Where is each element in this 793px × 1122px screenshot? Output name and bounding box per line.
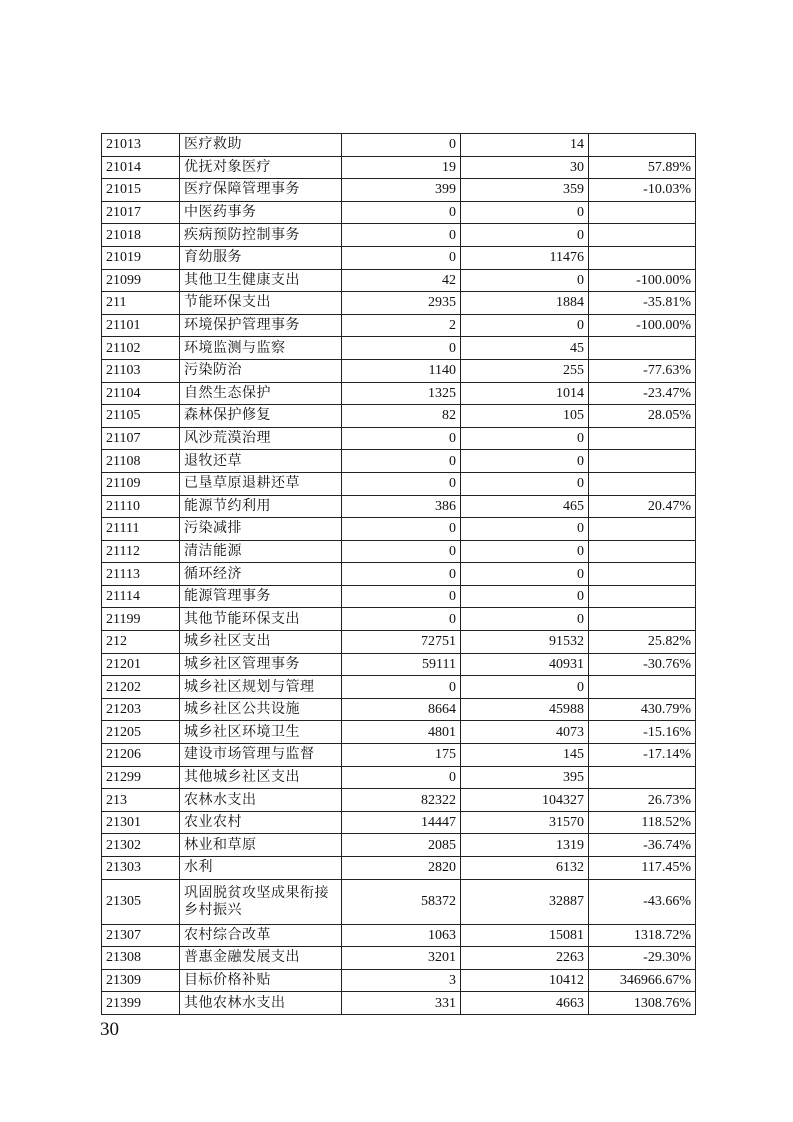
row-name: 疾病预防控制事务	[180, 224, 342, 247]
row-prev-value: 1063	[342, 924, 461, 947]
row-prev-value: 4801	[342, 721, 461, 744]
row-prev-value: 399	[342, 179, 461, 202]
row-name: 农林水支出	[180, 789, 342, 812]
row-name: 能源节约利用	[180, 495, 342, 518]
row-name: 环境监测与监察	[180, 337, 342, 360]
row-change-pct: 25.82%	[589, 631, 696, 654]
row-code: 21013	[102, 134, 180, 157]
table-row	[102, 382, 696, 405]
row-curr-value: 0	[461, 269, 589, 292]
row-change-pct: 1308.76%	[589, 992, 696, 1015]
row-name: 医疗保障管理事务	[180, 179, 342, 202]
row-prev-value: 3	[342, 969, 461, 992]
row-change-pct	[589, 540, 696, 563]
row-name: 自然生态保护	[180, 382, 342, 405]
row-curr-value: 255	[461, 359, 589, 382]
row-prev-value: 0	[342, 766, 461, 789]
row-curr-value: 145	[461, 744, 589, 767]
row-change-pct	[589, 585, 696, 608]
row-curr-value: 30	[461, 156, 589, 179]
row-prev-value: 0	[342, 676, 461, 699]
row-prev-value: 0	[342, 563, 461, 586]
table-row	[102, 450, 696, 473]
row-change-pct	[589, 518, 696, 541]
row-prev-value: 0	[342, 540, 461, 563]
row-name: 其他节能环保支出	[180, 608, 342, 631]
table-row	[102, 269, 696, 292]
row-change-pct: 26.73%	[589, 789, 696, 812]
table-row	[102, 857, 696, 880]
row-code: 21101	[102, 314, 180, 337]
row-prev-value: 0	[342, 608, 461, 631]
row-change-pct: 118.52%	[589, 811, 696, 834]
row-name: 其他城乡社区支出	[180, 766, 342, 789]
row-name: 森林保护修复	[180, 405, 342, 428]
row-change-pct	[589, 337, 696, 360]
row-change-pct: -10.03%	[589, 179, 696, 202]
row-code: 21102	[102, 337, 180, 360]
row-curr-value: 1319	[461, 834, 589, 857]
row-name: 循环经济	[180, 563, 342, 586]
row-change-pct	[589, 201, 696, 224]
row-code: 21302	[102, 834, 180, 857]
row-change-pct: -17.14%	[589, 744, 696, 767]
row-name: 农业农村	[180, 811, 342, 834]
row-curr-value: 15081	[461, 924, 589, 947]
budget-table	[101, 133, 696, 1015]
table-row	[102, 585, 696, 608]
row-prev-value: 0	[342, 585, 461, 608]
row-code: 21113	[102, 563, 180, 586]
row-code: 21109	[102, 472, 180, 495]
table-row	[102, 472, 696, 495]
row-change-pct: 117.45%	[589, 857, 696, 880]
table-row	[102, 337, 696, 360]
row-curr-value: 1014	[461, 382, 589, 405]
row-code: 21303	[102, 857, 180, 880]
row-code: 21205	[102, 721, 180, 744]
row-name: 水利	[180, 857, 342, 880]
row-name: 林业和草原	[180, 834, 342, 857]
row-curr-value: 0	[461, 676, 589, 699]
row-prev-value: 175	[342, 744, 461, 767]
row-code: 21015	[102, 179, 180, 202]
row-change-pct: -23.47%	[589, 382, 696, 405]
row-code: 21104	[102, 382, 180, 405]
row-change-pct: -100.00%	[589, 314, 696, 337]
row-prev-value: 0	[342, 246, 461, 269]
table-row	[102, 834, 696, 857]
row-change-pct	[589, 766, 696, 789]
row-curr-value: 40931	[461, 653, 589, 676]
row-change-pct	[589, 134, 696, 157]
table-row	[102, 495, 696, 518]
row-curr-value: 91532	[461, 631, 589, 654]
row-prev-value: 0	[342, 337, 461, 360]
row-change-pct: -30.76%	[589, 653, 696, 676]
row-prev-value: 331	[342, 992, 461, 1015]
row-prev-value: 82	[342, 405, 461, 428]
row-prev-value: 42	[342, 269, 461, 292]
row-code: 21203	[102, 698, 180, 721]
table-row	[102, 359, 696, 382]
row-code: 21299	[102, 766, 180, 789]
row-prev-value: 2935	[342, 292, 461, 315]
table-row	[102, 518, 696, 541]
row-code: 213	[102, 789, 180, 812]
row-curr-value: 45988	[461, 698, 589, 721]
row-code: 21018	[102, 224, 180, 247]
row-curr-value: 0	[461, 540, 589, 563]
table-row	[102, 631, 696, 654]
row-curr-value: 4073	[461, 721, 589, 744]
row-change-pct: 57.89%	[589, 156, 696, 179]
row-prev-value: 19	[342, 156, 461, 179]
row-name: 退牧还草	[180, 450, 342, 473]
row-prev-value: 0	[342, 450, 461, 473]
table-row	[102, 721, 696, 744]
row-name: 能源管理事务	[180, 585, 342, 608]
table-row	[102, 789, 696, 812]
row-curr-value: 45	[461, 337, 589, 360]
row-change-pct	[589, 450, 696, 473]
row-code: 21309	[102, 969, 180, 992]
row-change-pct	[589, 224, 696, 247]
row-curr-value: 465	[461, 495, 589, 518]
row-curr-value: 0	[461, 608, 589, 631]
row-prev-value: 0	[342, 427, 461, 450]
row-curr-value: 6132	[461, 857, 589, 880]
row-curr-value: 0	[461, 450, 589, 473]
row-change-pct	[589, 676, 696, 699]
table-row	[102, 698, 696, 721]
row-curr-value: 31570	[461, 811, 589, 834]
row-code: 21399	[102, 992, 180, 1015]
row-prev-value: 1140	[342, 359, 461, 382]
row-code: 21202	[102, 676, 180, 699]
row-curr-value: 0	[461, 585, 589, 608]
row-change-pct: -29.30%	[589, 947, 696, 970]
row-prev-value: 386	[342, 495, 461, 518]
row-prev-value: 72751	[342, 631, 461, 654]
row-code: 21103	[102, 359, 180, 382]
table-row	[102, 744, 696, 767]
row-change-pct	[589, 427, 696, 450]
row-code: 21199	[102, 608, 180, 631]
row-curr-value: 1884	[461, 292, 589, 315]
row-code: 21105	[102, 405, 180, 428]
table-row	[102, 924, 696, 947]
row-curr-value: 0	[461, 201, 589, 224]
table-row	[102, 766, 696, 789]
table-row	[102, 540, 696, 563]
row-name: 污染减排	[180, 518, 342, 541]
row-curr-value: 11476	[461, 246, 589, 269]
table-row	[102, 224, 696, 247]
row-prev-value: 8664	[342, 698, 461, 721]
row-change-pct: 346966.67%	[589, 969, 696, 992]
row-code: 21111	[102, 518, 180, 541]
table-row	[102, 969, 696, 992]
row-curr-value: 14	[461, 134, 589, 157]
table-row	[102, 879, 696, 924]
row-code: 21108	[102, 450, 180, 473]
table-row	[102, 608, 696, 631]
row-prev-value: 2820	[342, 857, 461, 880]
row-code: 21099	[102, 269, 180, 292]
row-name: 已垦草原退耕还草	[180, 472, 342, 495]
row-curr-value: 10412	[461, 969, 589, 992]
row-curr-value: 0	[461, 563, 589, 586]
row-prev-value: 14447	[342, 811, 461, 834]
row-curr-value: 0	[461, 427, 589, 450]
row-curr-value: 2263	[461, 947, 589, 970]
row-change-pct: 1318.72%	[589, 924, 696, 947]
row-code: 21110	[102, 495, 180, 518]
row-code: 21017	[102, 201, 180, 224]
row-change-pct: 430.79%	[589, 698, 696, 721]
row-code: 21301	[102, 811, 180, 834]
table-row	[102, 201, 696, 224]
table-row	[102, 314, 696, 337]
table-row	[102, 179, 696, 202]
table-row	[102, 427, 696, 450]
row-curr-value: 104327	[461, 789, 589, 812]
row-name: 其他农林水支出	[180, 992, 342, 1015]
row-curr-value: 32887	[461, 879, 589, 924]
table-row	[102, 246, 696, 269]
row-code: 21107	[102, 427, 180, 450]
row-change-pct: -43.66%	[589, 879, 696, 924]
row-change-pct: 28.05%	[589, 405, 696, 428]
table-row	[102, 676, 696, 699]
table-row	[102, 134, 696, 157]
row-curr-value: 0	[461, 314, 589, 337]
row-curr-value: 0	[461, 224, 589, 247]
row-name: 农村综合改革	[180, 924, 342, 947]
row-change-pct: -100.00%	[589, 269, 696, 292]
row-name: 城乡社区规划与管理	[180, 676, 342, 699]
row-name: 城乡社区公共设施	[180, 698, 342, 721]
row-name: 环境保护管理事务	[180, 314, 342, 337]
row-prev-value: 0	[342, 201, 461, 224]
row-code: 21112	[102, 540, 180, 563]
row-name: 城乡社区管理事务	[180, 653, 342, 676]
row-name: 优抚对象医疗	[180, 156, 342, 179]
table-row	[102, 156, 696, 179]
row-name: 城乡社区支出	[180, 631, 342, 654]
row-prev-value: 2085	[342, 834, 461, 857]
row-name: 风沙荒漠治理	[180, 427, 342, 450]
row-change-pct	[589, 472, 696, 495]
row-change-pct: -36.74%	[589, 834, 696, 857]
table-row	[102, 653, 696, 676]
row-prev-value: 0	[342, 472, 461, 495]
row-prev-value: 2	[342, 314, 461, 337]
row-name: 节能环保支出	[180, 292, 342, 315]
table-row	[102, 405, 696, 428]
table-row	[102, 992, 696, 1015]
row-change-pct: -77.63%	[589, 359, 696, 382]
row-code: 212	[102, 631, 180, 654]
row-prev-value: 82322	[342, 789, 461, 812]
row-name: 目标价格补贴	[180, 969, 342, 992]
row-curr-value: 395	[461, 766, 589, 789]
row-code: 21305	[102, 879, 180, 924]
row-curr-value: 0	[461, 518, 589, 541]
row-code: 21206	[102, 744, 180, 767]
row-curr-value: 359	[461, 179, 589, 202]
row-curr-value: 4663	[461, 992, 589, 1015]
row-prev-value: 0	[342, 134, 461, 157]
row-code: 21014	[102, 156, 180, 179]
row-prev-value: 0	[342, 224, 461, 247]
row-change-pct	[589, 563, 696, 586]
row-curr-value: 105	[461, 405, 589, 428]
row-prev-value: 1325	[342, 382, 461, 405]
table-row	[102, 563, 696, 586]
row-name: 巩固脱贫攻坚成果衔接乡村振兴	[180, 879, 342, 924]
row-curr-value: 0	[461, 472, 589, 495]
row-name: 医疗救助	[180, 134, 342, 157]
row-name: 中医药事务	[180, 201, 342, 224]
row-name: 育幼服务	[180, 246, 342, 269]
table-row	[102, 947, 696, 970]
row-code: 21201	[102, 653, 180, 676]
row-name: 其他卫生健康支出	[180, 269, 342, 292]
row-name: 清洁能源	[180, 540, 342, 563]
row-change-pct: -35.81%	[589, 292, 696, 315]
budget-table-body	[102, 134, 696, 1015]
table-row	[102, 811, 696, 834]
row-change-pct: 20.47%	[589, 495, 696, 518]
row-prev-value: 58372	[342, 879, 461, 924]
row-code: 21019	[102, 246, 180, 269]
row-name: 城乡社区环境卫生	[180, 721, 342, 744]
row-name: 普惠金融发展支出	[180, 947, 342, 970]
row-code: 21307	[102, 924, 180, 947]
row-code: 21308	[102, 947, 180, 970]
row-name: 建设市场管理与监督	[180, 744, 342, 767]
row-code: 211	[102, 292, 180, 315]
row-prev-value: 3201	[342, 947, 461, 970]
row-change-pct	[589, 246, 696, 269]
table-row	[102, 292, 696, 315]
row-prev-value: 59111	[342, 653, 461, 676]
row-name: 污染防治	[180, 359, 342, 382]
row-change-pct: -15.16%	[589, 721, 696, 744]
row-prev-value: 0	[342, 518, 461, 541]
row-code: 21114	[102, 585, 180, 608]
page-number: 30	[100, 1019, 119, 1040]
row-change-pct	[589, 608, 696, 631]
